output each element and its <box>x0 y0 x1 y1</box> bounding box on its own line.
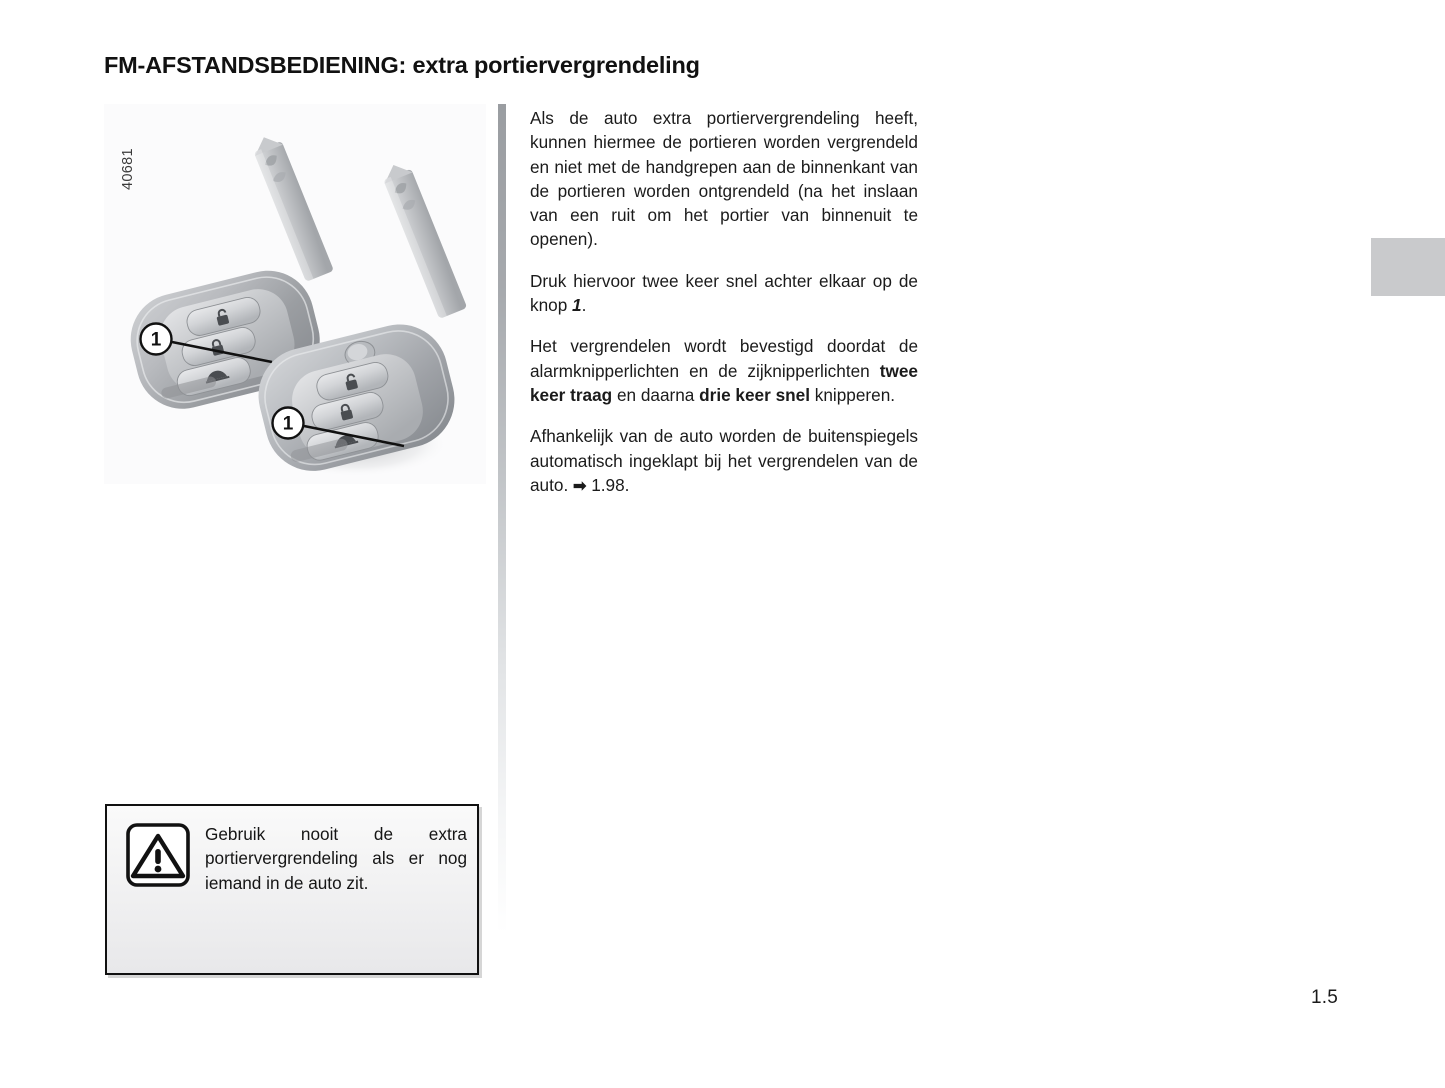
svg-text:1: 1 <box>150 329 162 351</box>
cross-reference-page: 1.98. <box>586 474 630 495</box>
paragraph-mirrors <box>530 424 918 499</box>
emphasis-twee-keer-traag: twee keer traag <box>530 360 918 405</box>
cross-reference-arrow-icon: ➡ <box>573 477 587 495</box>
paragraph-mirrors-text: Afhankelijk van de auto worden de buitenspiegels automatisch ingeklapt bij het vergrendelen van de auto. <box>530 426 918 495</box>
svg-text:1: 1 <box>282 413 294 435</box>
warning-triangle-icon <box>126 823 190 887</box>
emphasis-drie-keer-snel: drie keer snel <box>699 384 810 405</box>
chapter-tab-marker <box>1371 238 1445 296</box>
column-divider <box>498 104 506 934</box>
paragraph-press-button-text: Druk hiervoor twee keer snel achter elkaar op de knop <box>530 270 918 316</box>
paragraph-press-button-suffix: . <box>581 295 587 316</box>
paragraph-confirmation-lead: Het vergrendelen wordt bevestigd doordat de alarmknipperlichten en de zijknipperlichten <box>530 336 918 381</box>
paragraph-press-button <box>530 269 918 318</box>
warning-message: Gebruik nooit de extra portiervergrendeling als er nog iemand in de auto zit. <box>205 824 467 893</box>
paragraph-intro <box>530 106 918 252</box>
paragraph-confirmation <box>530 334 918 407</box>
figure-panel <box>104 104 486 484</box>
page-title: FM-AFSTANDSBEDIENING: extra portiervergrendeling <box>104 52 700 78</box>
paragraph-intro-text: Als de auto extra portiervergrendeling heeft, kunnen hiermee de portieren worden vergrendeld en niet met de handgrepen aan de binnenkant van de portieren worden ontgrendeld (na het inslaan van een ruit om het portier van binnenuit te openen). <box>530 108 918 250</box>
page-number: 1.5 <box>1311 987 1339 1008</box>
figure-reference-number: 40681 <box>120 148 136 190</box>
paragraph-confirmation-tail: knipperen. <box>809 384 896 405</box>
body-text-column <box>530 106 918 499</box>
warning-box <box>105 804 479 975</box>
button-number-reference: 1 <box>572 295 582 316</box>
paragraph-confirmation-mid: en daarna <box>612 384 700 405</box>
remote-key-illustration <box>104 104 486 484</box>
